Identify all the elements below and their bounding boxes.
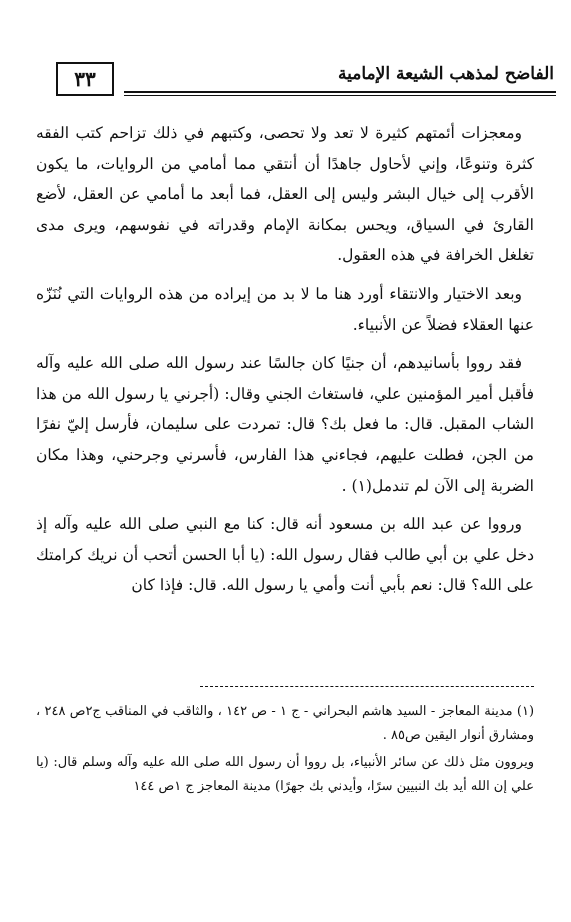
page-number: ٣٣ bbox=[56, 62, 114, 96]
footnote: ويروون مثل ذلك عن سائر الأنبياء، بل رووا أن رسول الله صلى الله عليه وآله وسلم قال: (يا علي إن الله أيد بك النبيين سرًا، وأيدني بك جهرًا) مدينة المعاجز ج ١ص ١٤٤ bbox=[36, 755, 534, 794]
running-title: الفاضح لمذهب الشيعة الإمامية bbox=[337, 64, 554, 84]
running-header bbox=[56, 62, 556, 100]
paragraph: ومعجزات أئمتهم كثيرة لا تعد ولا تحصى، وكتبهم في ذلك تزاحم كتب الفقه كثرة وتنوعًا، وإني لأحاول جاهدًا أن أنتقي مما أمامي من الروايات، ما يكون الأقرب إلى خيال البشر وليس إلى العقل، فما أبعد ما أمامي عن العقل، لأضع القارئ في السياق، ويحس بمكانة الإمام وقدراته في نفوسهم، ويرى مدى تغلغل الخرافة في هذه العقول. bbox=[36, 124, 534, 265]
paragraph: فقد رووا بأسانيدهم، أن جنيًا كان جالسًا عند رسول الله صلى الله عليه وآله فأقبل أمير المؤمنين علي، فاستغاث الجني وقال: (أجرني يا رسول الله من هذا الشاب المقبل. قال: ما فعل بك؟ قال: تمردت على سليمان، فأرسل إليّ نفرًا من الجن، فطلت عليهم، فجاءني هذا الفارس، فأسرني وجرحني، وهذا مكان الضربة إلى الآن لم تندمل(١) . bbox=[36, 354, 534, 495]
paragraph: وبعد الاختيار والانتقاء أورد هنا ما لا بد من إيراده من هذه الروايات التي نُنَزّه عنها العقلاء فضلاً عن الأنبياء. bbox=[36, 284, 534, 334]
footnote-separator bbox=[200, 686, 534, 687]
body-text bbox=[36, 118, 534, 609]
footnote: (١) مدينة المعاجز - السيد هاشم البحراني - ج ١ - ص ١٤٢ ، والثاقب في المناقب ج٢ص ٢٤٨ ، ومشارق أنوار اليقين ص٨٥ . bbox=[36, 704, 535, 743]
footnotes bbox=[36, 700, 534, 802]
paragraph: ورووا عن عبد الله بن مسعود أنه قال: كنا مع النبي صلى الله عليه وآله إذ دخل علي بن أبي طالب فقال رسول الله: (يا أبا الحسن أتحب أن نريك كرامتك على الله؟ قال: نعم بأبي أنت وأمي يا رسول الله. قال: فإذا كان bbox=[36, 515, 535, 595]
header-rule bbox=[124, 91, 556, 96]
